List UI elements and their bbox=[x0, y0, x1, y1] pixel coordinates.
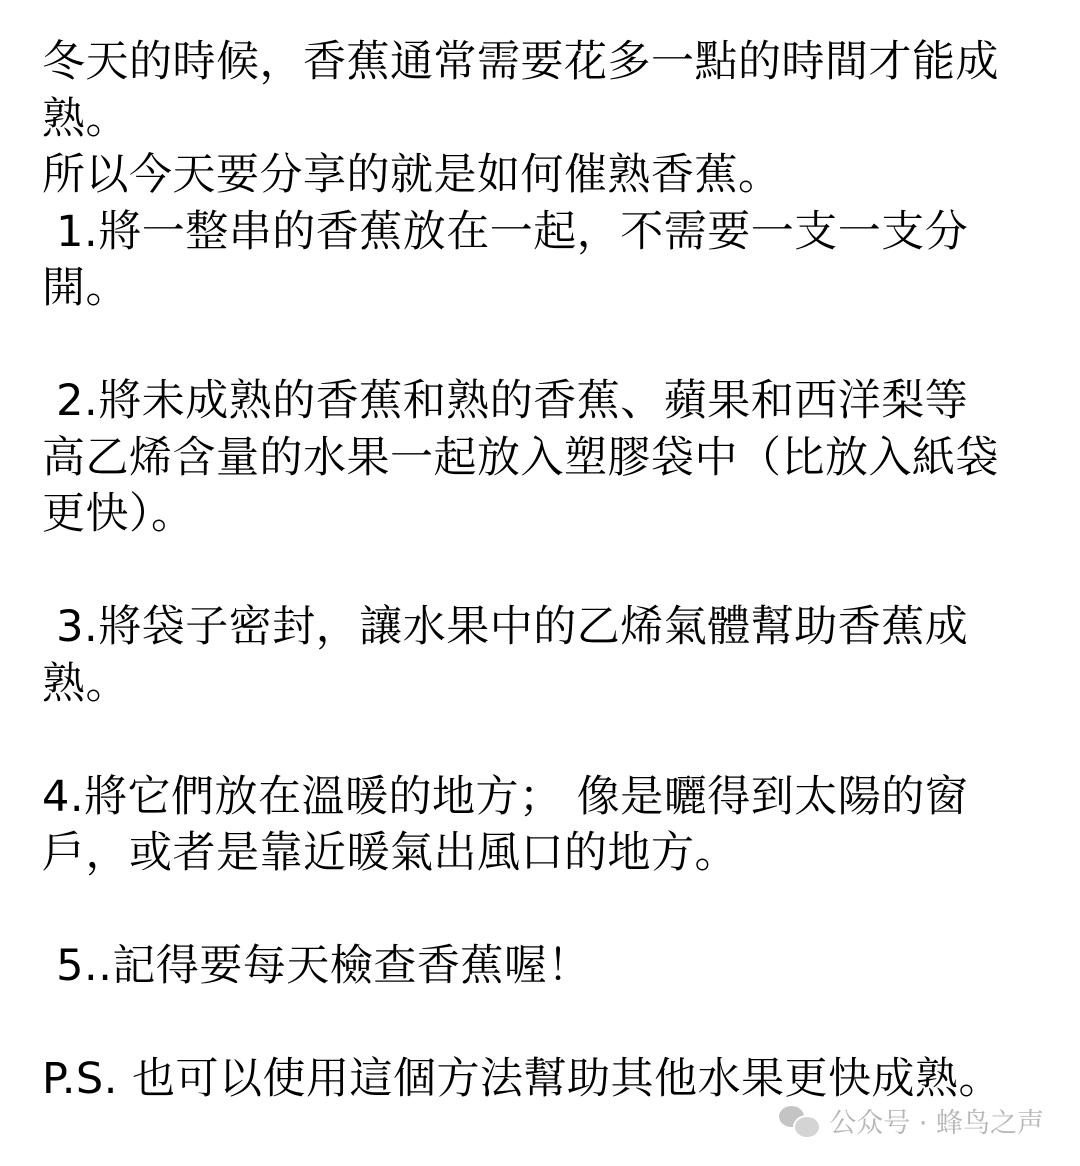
blank-line bbox=[42, 712, 1052, 769]
text-line: 熟。 bbox=[42, 658, 129, 709]
ps-line: P.S. 也可以使用這個方法幫助其他水果更快成熟。 bbox=[42, 1054, 1003, 1104]
blank-line bbox=[42, 882, 1052, 939]
text-line: 更快）。 bbox=[42, 489, 195, 539]
wechat-icon bbox=[779, 1104, 819, 1138]
text-line: 冬天的時候，香蕉通常需要花多一點的時間才能成 bbox=[42, 37, 999, 87]
step-4-line: 4.將它們放在溫暖的地方； 像是曬得到太陽的窗 bbox=[42, 771, 969, 822]
text-line: 高乙烯含量的水果一起放入塑膠袋中（比放入紙袋 bbox=[42, 432, 999, 483]
step-2-line: 2.將未成熟的香蕉和熟的香蕉、蘋果和西洋梨等 bbox=[42, 376, 969, 426]
watermark-text: 公众号 · 蜂鸟之声 bbox=[829, 1108, 1044, 1139]
step-1-line: 1.將一整串的香蕉放在一起，不需要一支一支分 bbox=[42, 206, 969, 257]
text-line: 所以今天要分享的就是如何催熟香蕉。 bbox=[42, 150, 782, 200]
text-line: 戶，或者是靠近暖氣出風口的地方。 bbox=[42, 828, 738, 878]
note-text bbox=[42, 34, 1052, 1108]
blank-line bbox=[42, 543, 1052, 600]
watermark bbox=[779, 1101, 1044, 1140]
text-line: 熟。 bbox=[42, 93, 129, 144]
blank-line bbox=[42, 317, 1052, 374]
text-line: 開。 bbox=[42, 263, 129, 313]
blank-line bbox=[42, 995, 1052, 1052]
step-3-line: 3.將袋子密封，讓水果中的乙烯氣體幫助香蕉成 bbox=[42, 602, 969, 652]
step-5-line: 5..記得要每天檢查香蕉喔！ bbox=[42, 941, 591, 991]
